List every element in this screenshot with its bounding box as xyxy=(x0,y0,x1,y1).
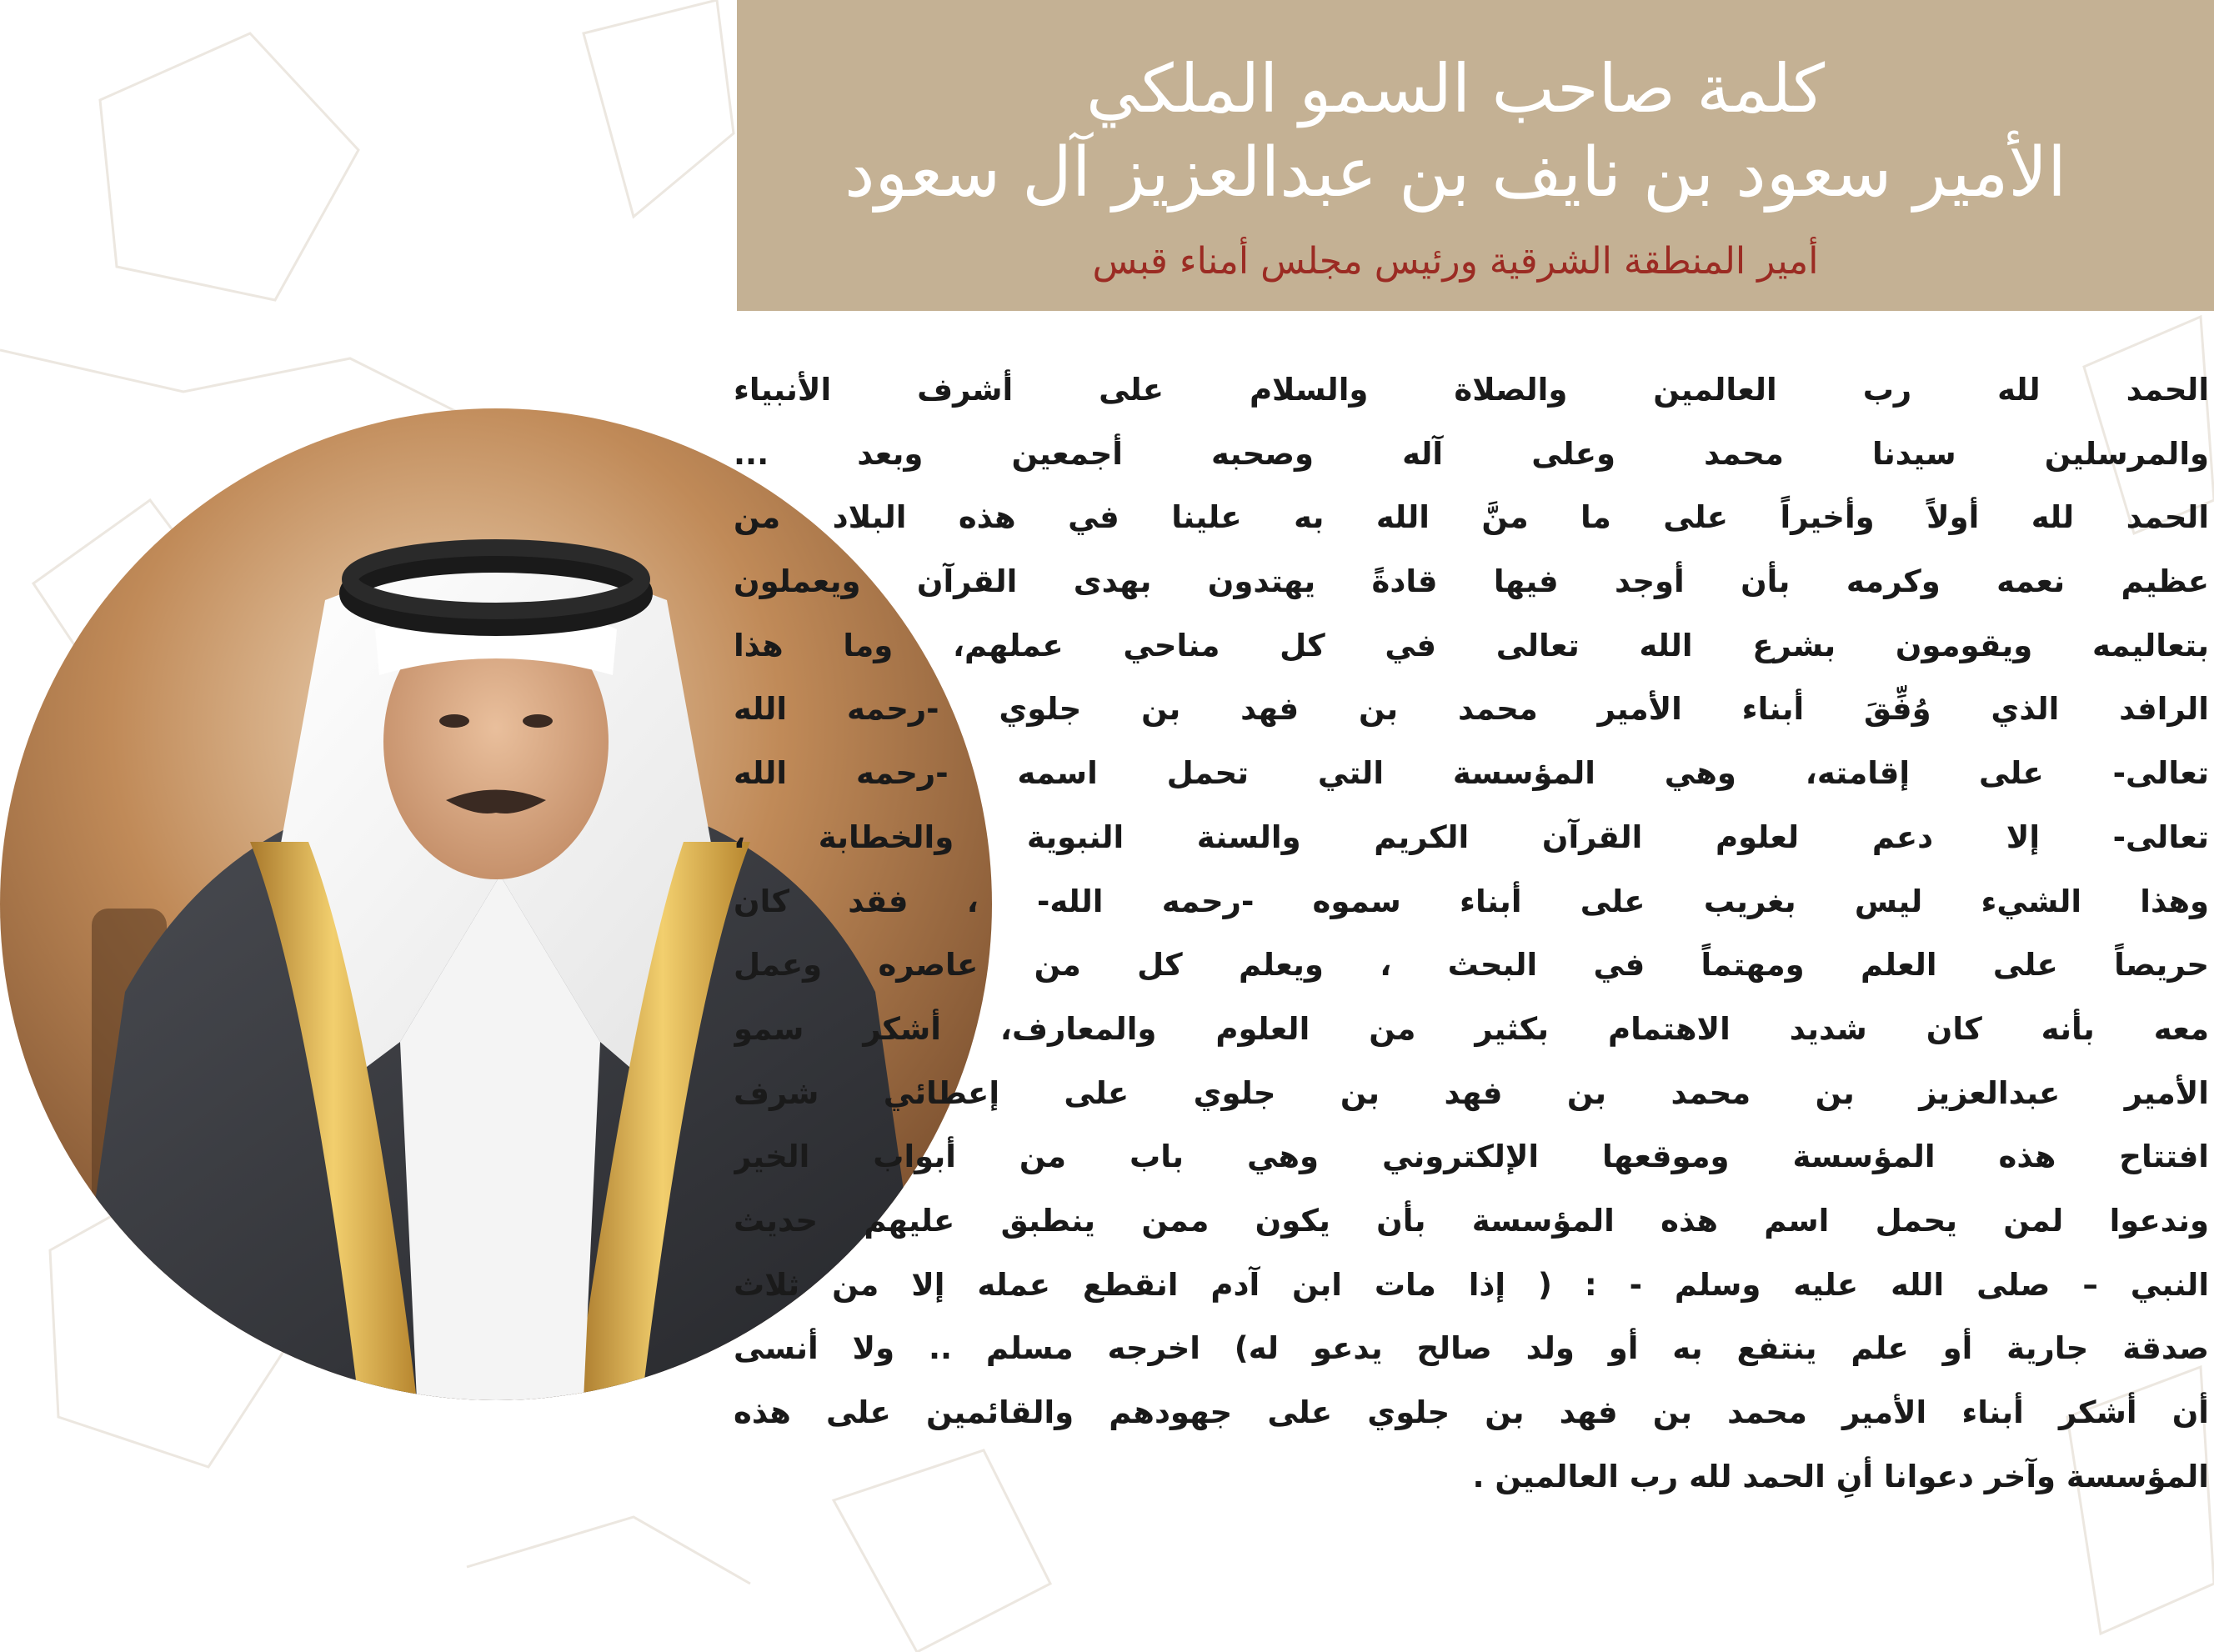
page-title-line-2: الأمير سعود بن نايف بن عبدالعزيز آل سعود xyxy=(844,133,2066,213)
body-line: المؤسسة وآخر دعوانا أنِ الحمد لله رب العالمين . xyxy=(1472,1458,2209,1494)
body-line: تعالى- على إقامته، وهي المؤسسة التي تحمل اسمه -رحمه الله xyxy=(734,755,2209,792)
page-title-line-1: كلمة صاحب السمو الملكي xyxy=(1085,50,1826,128)
body-line: الأمير عبدالعزيز بن محمد بن فهد بن جلوي على إعطائي شرف xyxy=(734,1074,2209,1111)
body-line: أن أشكر أبناء الأمير محمد بن فهد بن جلوي على جهودهم والقائمين على هذه xyxy=(734,1394,2209,1430)
body-line: بتعاليمه ويقومون بشرع الله تعالى في كل مناحي عملهم، وما هذا xyxy=(734,627,2209,663)
body-line: حريصاً على العلم ومهتماً في البحث ، ويعلم كل من عاصره وعمل xyxy=(734,947,2209,984)
body-line: الرافد الذي وُفِّقَ أبناء الأمير محمد بن فهد بن جلوي -رحمه الله xyxy=(734,691,2209,728)
speech-body xyxy=(734,358,2209,1642)
body-line: عظيم نعمه وكرمه بأن أوجد فيها قادةً يهتدون بهدى القرآن ويعملون xyxy=(734,563,2209,600)
body-line: افتتاح هذه المؤسسة وموقعها الإلكتروني وهي باب من أبواب الخير xyxy=(734,1139,2209,1175)
body-line: الحمد لله رب العالمين والصلاة والسلام على أشرف الأنبياء xyxy=(734,372,2209,408)
body-line: تعالى- إلا دعم لعلوم القرآن الكريم والسنة النبوية والخطابة ، xyxy=(734,818,2209,855)
body-line: وندعوا لمن يحمل اسم هذه المؤسسة بأن يكون ممن ينطبق عليهم حديث xyxy=(734,1202,2209,1239)
body-line: وهذا الشيء ليس بغريب على أبناء سموه -رحمه الله- ، فقد كان xyxy=(734,883,2209,919)
body-line: معه بأنه كان شديد الاهتمام بكثير من العلوم والمعارف، أشكر سمو xyxy=(734,1010,2209,1047)
body-line: صدقة جارية أو علم ينتفع به أو ولد صالح يدعو له) اخرجه مسلم .. ولا أنسى xyxy=(734,1330,2209,1367)
body-line: النبي – صلى الله عليه وسلم - : ( إذا مات ابن آدم انقطع عمله إلا من ثلاث xyxy=(734,1266,2209,1303)
body-line: والمرسلين سيدنا محمد وعلى آله وصحبه أجمعين وبعد ... xyxy=(734,435,2209,472)
body-line: الحمد لله أولاً وأخيراً على ما منَّ الله به علينا في هذه البلاد من xyxy=(734,499,2209,536)
page-subtitle: أمير المنطقة الشرقية ورئيس مجلس أمناء قبس xyxy=(1092,240,1819,283)
